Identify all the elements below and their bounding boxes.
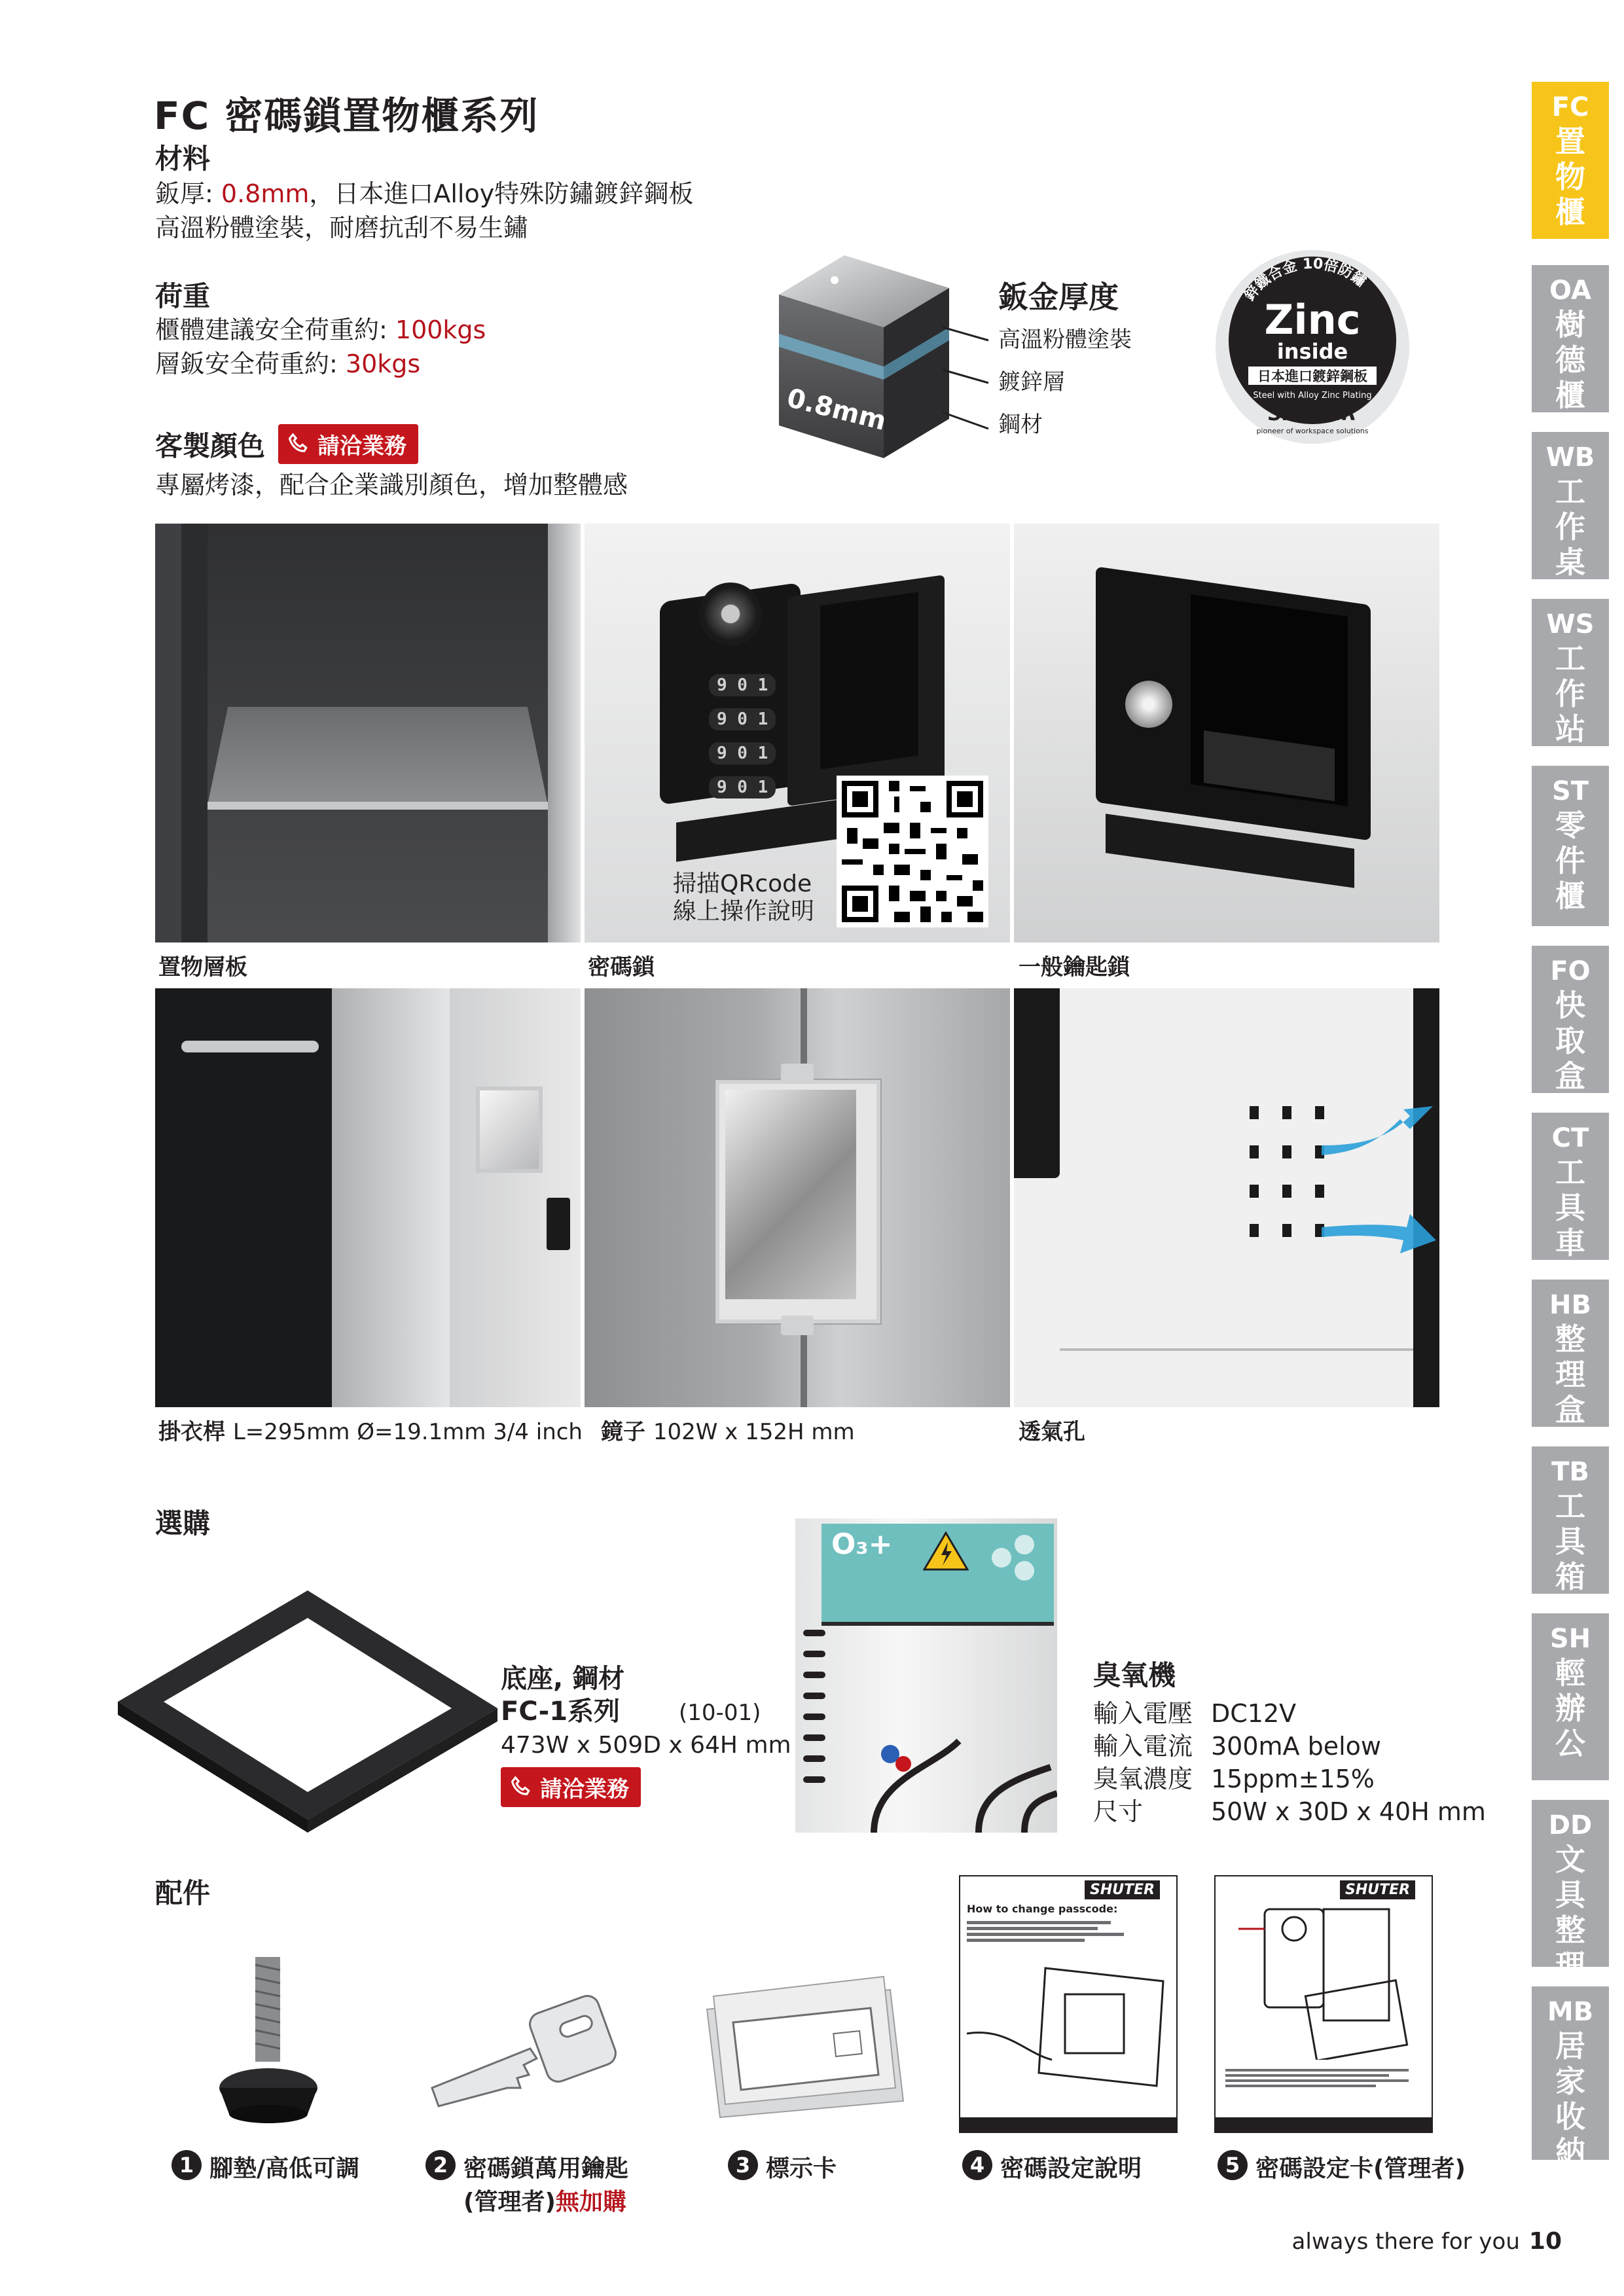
tab-code: HB — [1549, 1290, 1591, 1320]
thickness-label: 0.8mm — [784, 383, 890, 437]
ozone-info — [1093, 1659, 1486, 1828]
tab-st[interactable] — [1532, 766, 1609, 926]
master-key-image — [425, 1990, 622, 2114]
tab-label-char: 快 — [1555, 988, 1585, 1023]
page-number: 10 — [1528, 2228, 1562, 2255]
inside-word: inside — [1276, 339, 1348, 364]
tab-label-char: 德 — [1555, 342, 1585, 378]
optional-heading: 選購 — [155, 1507, 211, 1539]
passcode-setting-card — [1214, 1875, 1433, 2133]
tab-label-char: 具 — [1555, 1877, 1585, 1912]
tab-label-char: 零 — [1555, 808, 1585, 843]
mirror-photo — [585, 988, 1010, 1407]
tab-code: OA — [1549, 276, 1591, 306]
combo-dials — [709, 674, 776, 798]
vent-holes — [1250, 1106, 1439, 1276]
tab-label-char: 整 — [1555, 1912, 1585, 1948]
tab-label-char: 工 — [1555, 1155, 1585, 1190]
tab-label-char: 作 — [1555, 509, 1585, 545]
base-code: (10-01) — [679, 1700, 761, 1726]
contact-sales-badge: 請洽業務 — [501, 1767, 641, 1807]
dial-wheel: 9 0 1 — [709, 708, 776, 730]
mirror-caption: 鏡子 102W x 152H mm — [601, 1419, 855, 1445]
passcode-instruction-sheet — [959, 1875, 1178, 2133]
vent-caption: 透氣孔 — [1019, 1419, 1085, 1445]
accessory-4-caption: 4 密碼設定說明 — [962, 2150, 1142, 2183]
tab-label-char: 理 — [1555, 1948, 1585, 1983]
tab-label-char: 取 — [1555, 1023, 1585, 1058]
label-card-image — [694, 1970, 910, 2121]
tab-code: SH — [1549, 1624, 1591, 1654]
sheet-title: 鈑金厚度 — [998, 279, 1119, 315]
sheet-title: How to change passcode: — [967, 1903, 1118, 1915]
tab-label-char: 箱 — [1555, 1559, 1585, 1594]
hanger-photo — [155, 988, 581, 1407]
qr-caption: 掃描QRcode 線上操作說明 — [673, 870, 815, 925]
dial-wheel: 9 0 1 — [709, 674, 776, 696]
sheet-brand: SHUTER — [1340, 1880, 1415, 1899]
tab-hb[interactable] — [1532, 1280, 1609, 1427]
ozone-pipes — [861, 1728, 1057, 1833]
tab-code: ST — [1551, 776, 1589, 806]
tab-code: TB — [1551, 1457, 1589, 1487]
tab-fo[interactable] — [1532, 946, 1609, 1093]
custom-color-heading: 客製顏色 — [155, 429, 266, 462]
material-desc: 鈑厚: 0.8mm，日本進口Alloy特殊防鏽鍍鋅鋼板 高溫粉體塗裝，耐磨抗刮不易生鏽 — [155, 179, 694, 242]
contact-sales-badge: 請洽業務 — [278, 424, 418, 464]
tab-label-char: 工 — [1555, 641, 1585, 676]
accessory-1-caption: 1 腳墊/高低可調 — [171, 2150, 359, 2183]
base-info — [501, 1662, 791, 1762]
ozone-logo: O₃+ — [831, 1528, 893, 1561]
layer-zinc: 鍍鋅層 — [998, 369, 1065, 395]
base-frame-image — [118, 1584, 497, 1833]
zinc-inside-badge — [1214, 249, 1411, 445]
sheet-brand: SHUTER — [1085, 1880, 1160, 1899]
tab-label-char: 收 — [1555, 2099, 1585, 2134]
tab-label-char: 樹 — [1555, 307, 1585, 342]
base-badge-row — [501, 1767, 641, 1807]
tab-label-char: 車 — [1555, 1225, 1585, 1261]
zinc-en-text: Steel with Alloy Zinc Plating — [1253, 391, 1372, 401]
tab-dd[interactable] — [1532, 1800, 1609, 1983]
tab-label-char: 工 — [1555, 1488, 1585, 1524]
footer-slogan: always there for you — [1291, 2229, 1520, 2255]
tab-label-char: 物 — [1555, 159, 1585, 194]
ozone-title: 臭氧機 — [1093, 1659, 1176, 1691]
base-title: 底座, 鋼材 — [501, 1664, 625, 1694]
tab-fc[interactable] — [1532, 82, 1609, 239]
tab-label-char: 辦 — [1555, 1691, 1585, 1726]
qr-code[interactable] — [837, 776, 988, 927]
zinc-word: Zinc — [1264, 296, 1361, 344]
custom-color-desc: 專屬烤漆，配合企業識別顏色，增加整體感 — [155, 471, 628, 499]
tab-code: WS — [1546, 609, 1595, 639]
tab-label-char: 櫃 — [1555, 878, 1585, 914]
warning-icon — [923, 1532, 969, 1571]
tab-code: WB — [1545, 442, 1595, 473]
custom-color-row — [155, 424, 418, 464]
tab-label-char: 具 — [1555, 1190, 1585, 1225]
dial-wheel: 9 0 1 — [709, 776, 776, 798]
accessory-3-caption: 3 標示卡 — [728, 2150, 837, 2183]
footer — [1292, 2228, 1562, 2255]
tab-sh[interactable] — [1532, 1613, 1609, 1780]
tab-label-char: 工 — [1555, 474, 1585, 509]
tab-label-char: 作 — [1555, 676, 1585, 711]
key-lock-photo — [1014, 524, 1439, 942]
tab-label-char: 理 — [1555, 1357, 1585, 1392]
tab-ct[interactable] — [1532, 1113, 1609, 1260]
tab-label-char: 具 — [1555, 1524, 1585, 1559]
combo-lock-caption: 密碼鎖 — [588, 954, 655, 980]
vent-photo — [1014, 988, 1439, 1407]
tab-label-char: 件 — [1555, 843, 1585, 878]
phone-icon — [509, 1775, 533, 1800]
tab-code: FO — [1550, 956, 1591, 986]
tab-label-char: 櫃 — [1555, 378, 1585, 413]
tab-wb[interactable] — [1532, 432, 1609, 579]
tab-label-char: 輕 — [1555, 1655, 1585, 1691]
tab-oa[interactable] — [1532, 265, 1609, 412]
hanger-caption: 掛衣桿 L=295mm Ø=19.1mm 3/4 inch — [158, 1419, 583, 1445]
tab-code: FC — [1551, 92, 1589, 122]
tab-tb[interactable] — [1532, 1446, 1609, 1594]
shuter-tagline: pioneer of workspace solutions — [1256, 427, 1369, 435]
page-title: FC 密碼鎖置物櫃系列 — [154, 94, 539, 138]
tab-label-char: 盒 — [1555, 1392, 1585, 1427]
ozone-machine-image — [795, 1518, 1057, 1833]
phone-icon — [286, 432, 311, 457]
accessory-2-caption: 2 密碼鎖萬用鑰匙 (管理者)無加購 — [425, 2150, 628, 2217]
load-heading: 荷重 — [155, 280, 211, 312]
shelf-caption: 置物層板 — [158, 954, 247, 980]
tab-label-char: 整 — [1555, 1321, 1585, 1357]
combo-lock-photo — [585, 524, 1010, 942]
sheet-thickness-diagram — [772, 249, 1165, 465]
molecule-icon — [985, 1528, 1044, 1587]
accessories-heading: 配件 — [155, 1877, 211, 1909]
layer-coating: 高溫粉體塗裝 — [998, 327, 1132, 353]
shuter-logo: SHUTER — [1268, 403, 1357, 425]
tab-label-char: 盒 — [1555, 1058, 1585, 1094]
zinc-jp-text: 日本進口鍍鋅鋼板 — [1257, 368, 1367, 384]
tab-code: CT — [1551, 1123, 1589, 1153]
tab-code: DD — [1548, 1810, 1593, 1840]
zinc-arc-text: 鋅鐵合金 10倍防鏽 — [1241, 255, 1369, 304]
tab-ws[interactable] — [1532, 599, 1609, 746]
tab-label-char: 置 — [1555, 124, 1585, 159]
accessory-5-caption: 5 密碼設定卡(管理者) — [1218, 2150, 1466, 2183]
tab-code: MB — [1547, 1997, 1594, 2027]
base-series: FC-1系列 — [501, 1696, 621, 1727]
tab-label-char: 文 — [1555, 1842, 1585, 1877]
load-desc: 櫃體建議安全荷重約: 100kgs 層鈑安全荷重約: 30kgs — [155, 315, 486, 378]
dial-wheel: 9 0 1 — [709, 742, 776, 764]
leveling-foot-image — [203, 1957, 334, 2127]
tab-label-char: 桌 — [1555, 545, 1585, 580]
shelf-photo — [155, 524, 581, 942]
layer-steel: 鋼材 — [998, 412, 1043, 438]
key-lock-caption: 一般鑰匙鎖 — [1019, 954, 1130, 980]
tab-label-char: 櫃 — [1555, 194, 1585, 230]
tab-mb[interactable] — [1532, 1986, 1609, 2170]
ozone-spec-table: 輸入電壓 DC12V 輸入電流 300mA below 臭氧濃度 15ppm±15% 尺寸 50W x 30D x 40H mm — [1093, 1699, 1486, 1826]
tab-label-char: 納 — [1555, 2134, 1585, 2170]
tab-label-char: 公 — [1555, 1726, 1585, 1761]
tab-label-char: 站 — [1555, 711, 1585, 747]
material-heading: 材料 — [155, 143, 211, 175]
base-dims: 473W x 509D x 64H mm — [501, 1732, 791, 1759]
tab-label-char: 家 — [1555, 2064, 1585, 2099]
tab-label-char: 居 — [1555, 2028, 1585, 2064]
